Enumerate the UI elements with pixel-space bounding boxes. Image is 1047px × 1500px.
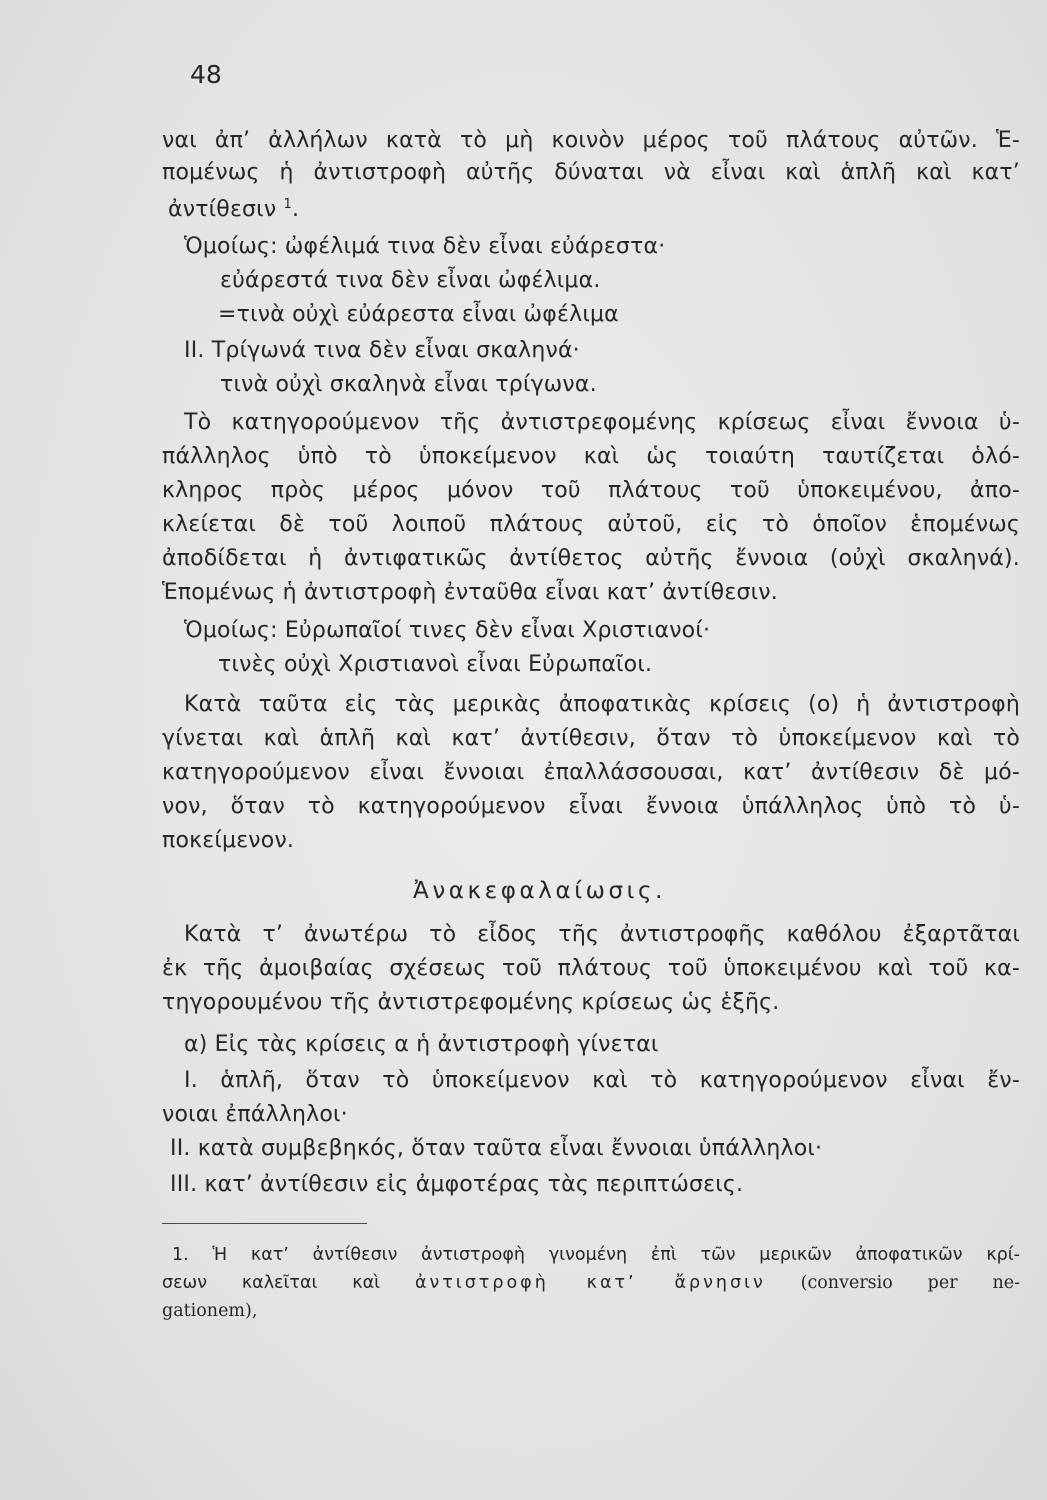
text-line: τινὰ οὐχὶ σκαληνὰ εἶναι τρίγωνα. <box>220 372 597 397</box>
footnote-text: σεων καλεῖται καὶ <box>162 1273 381 1293</box>
text-line: Ἑπομένως ἡ ἀντιστροφὴ ἐνταῦθα εἶναι κατ’ ἀντίθεσιν. <box>162 580 778 605</box>
footnote-line <box>162 1270 1020 1296</box>
text-line: II. Τρίγωνά τινα δὲν εἶναι σκαληνά· <box>184 338 580 363</box>
text-line: τηγορουμένου τῆς ἀντιστρεφομένης κρίσεως ὡς ἑξῆς. <box>162 990 780 1015</box>
text-line: ἐκ τῆς ἀμοιβαίας σχέσεως τοῦ πλάτους τοῦ ὑποκειμένου καὶ τοῦ κα- <box>162 956 1020 981</box>
text-line: ναι ἀπ’ ἀλλήλων κατὰ τὸ μὴ κοινὸν μέρος τοῦ πλάτους αὐτῶν. Ἑ- <box>162 128 1020 153</box>
text-line: ποκείμενον. <box>162 828 295 853</box>
text-line: =τινὰ οὐχὶ εὐάρεστα εἶναι ὠφέλιμα <box>218 302 619 327</box>
footnote-marker: 1 <box>283 197 292 212</box>
sentence-period: . <box>292 197 300 222</box>
text-line: νοιαι ἐπάλληλοι· <box>162 1102 348 1127</box>
footnote-text: Ἡ κατ’ ἀντίθεσιν ἀντιστροφὴ γινομένη ἐπὶ τῶν μερικῶν ἀποφατικῶν κρί- <box>212 1245 1020 1265</box>
text-line: I. ἁπλῆ, ὅταν τὸ ὑποκείμενον καὶ τὸ κατηγορούμενον εἶναι ἔν- <box>184 1068 1020 1093</box>
footnote-latin: (conversio per ne- <box>800 1273 1020 1293</box>
text-line: Τὸ κατηγορούμενον τῆς ἀντιστρεφομένης κρίσεως εἶναι ἔννοια ὑ- <box>184 410 1020 435</box>
footnote-term: ἀντιστροφὴ κατ’ ἄρνησιν <box>414 1273 766 1293</box>
text-line: νον, ὅταν τὸ κατηγορούμενον εἶναι ἔννοια ὑπάλληλος ὑπὸ τὸ ὑ- <box>162 794 1020 819</box>
text-line: Κατὰ τ’ ἀνωτέρω τὸ εἶδος τῆς ἀντιστροφῆς καθόλου ἐξαρτᾶται <box>184 922 1020 947</box>
footnote-line: gationem), <box>162 1301 258 1321</box>
footnote-line <box>172 1242 1020 1268</box>
text-line: Κατὰ ταῦτα εἰς τὰς μερικὰς ἀποφατικὰς κρίσεις (ο) ἡ ἀντιστροφὴ <box>184 692 1020 717</box>
text-line: τινὲς οὐχὶ Χριστιανοὶ εἶναι Εὐρωπαῖοι. <box>218 652 653 677</box>
text-line: κατηγορούμενον εἶναι ἔννοιαι ἐπαλλάσσουσαι, κατ’ ἀντίθεσιν δὲ μό- <box>162 760 1020 785</box>
text-line: II. κατὰ συμβεβηκός, ὅταν ταῦτα εἶναι ἔννοιαι ὑπάλληλοι· <box>170 1136 823 1161</box>
footnote-rule <box>162 1223 367 1224</box>
text-line: Ὁμοίως: Εὐρωπαῖοί τινες δὲν εἶναι Χριστιανοί· <box>184 618 711 643</box>
footnote-number: 1. <box>172 1245 189 1265</box>
text-line: γίνεται καὶ ἁπλῆ καὶ κατ’ ἀντίθεσιν, ὅταν τὸ ὑποκείμενον καὶ τὸ <box>162 726 1020 751</box>
text-line: α) Εἰς τὰς κρίσεις α ἡ ἀντιστροφὴ γίνεται <box>184 1032 659 1057</box>
text-line: κληρος πρὸς μέρος μόνον τοῦ πλάτους τοῦ ὑποκειμένου, ἀπο- <box>162 478 1020 503</box>
text-line: Ὁμοίως: ὠφέλιμά τινα δὲν εἶναι εὐάρεστα· <box>184 234 666 259</box>
text-line: πομένως ἡ ἀντιστροφὴ αὐτῆς δύναται νὰ εἶναι καὶ ἁπλῆ καὶ κατ’ <box>162 160 1020 185</box>
text-line: ἀποδίδεται ἡ ἀντιφατικῶς ἀντίθετος αὐτῆς ἔννοια (οὐχὶ σκαληνά). <box>162 546 1020 571</box>
text-fragment: ἀντίθεσιν <box>168 197 277 222</box>
section-heading: Ἀνακεφαλαίωσις. <box>413 878 667 904</box>
page-number: 48 <box>190 60 222 89</box>
text-line <box>168 190 299 225</box>
text-line: πάλληλος ὑπὸ τὸ ὑποκείμενον καὶ ὡς τοιαύτη ταυτίζεται ὁλό- <box>162 444 1020 469</box>
text-line: εὐάρεστά τινα δὲν εἶναι ὠφέλιμα. <box>220 268 601 293</box>
text-line: κλείεται δὲ τοῦ λοιποῦ πλάτους αὐτοῦ, εἰς τὸ ὁποῖον ἑπομένως <box>162 512 1020 537</box>
text-line: III. κατ’ ἀντίθεσιν εἰς ἀμφοτέρας τὰς περιπτώσεις. <box>170 1172 744 1197</box>
